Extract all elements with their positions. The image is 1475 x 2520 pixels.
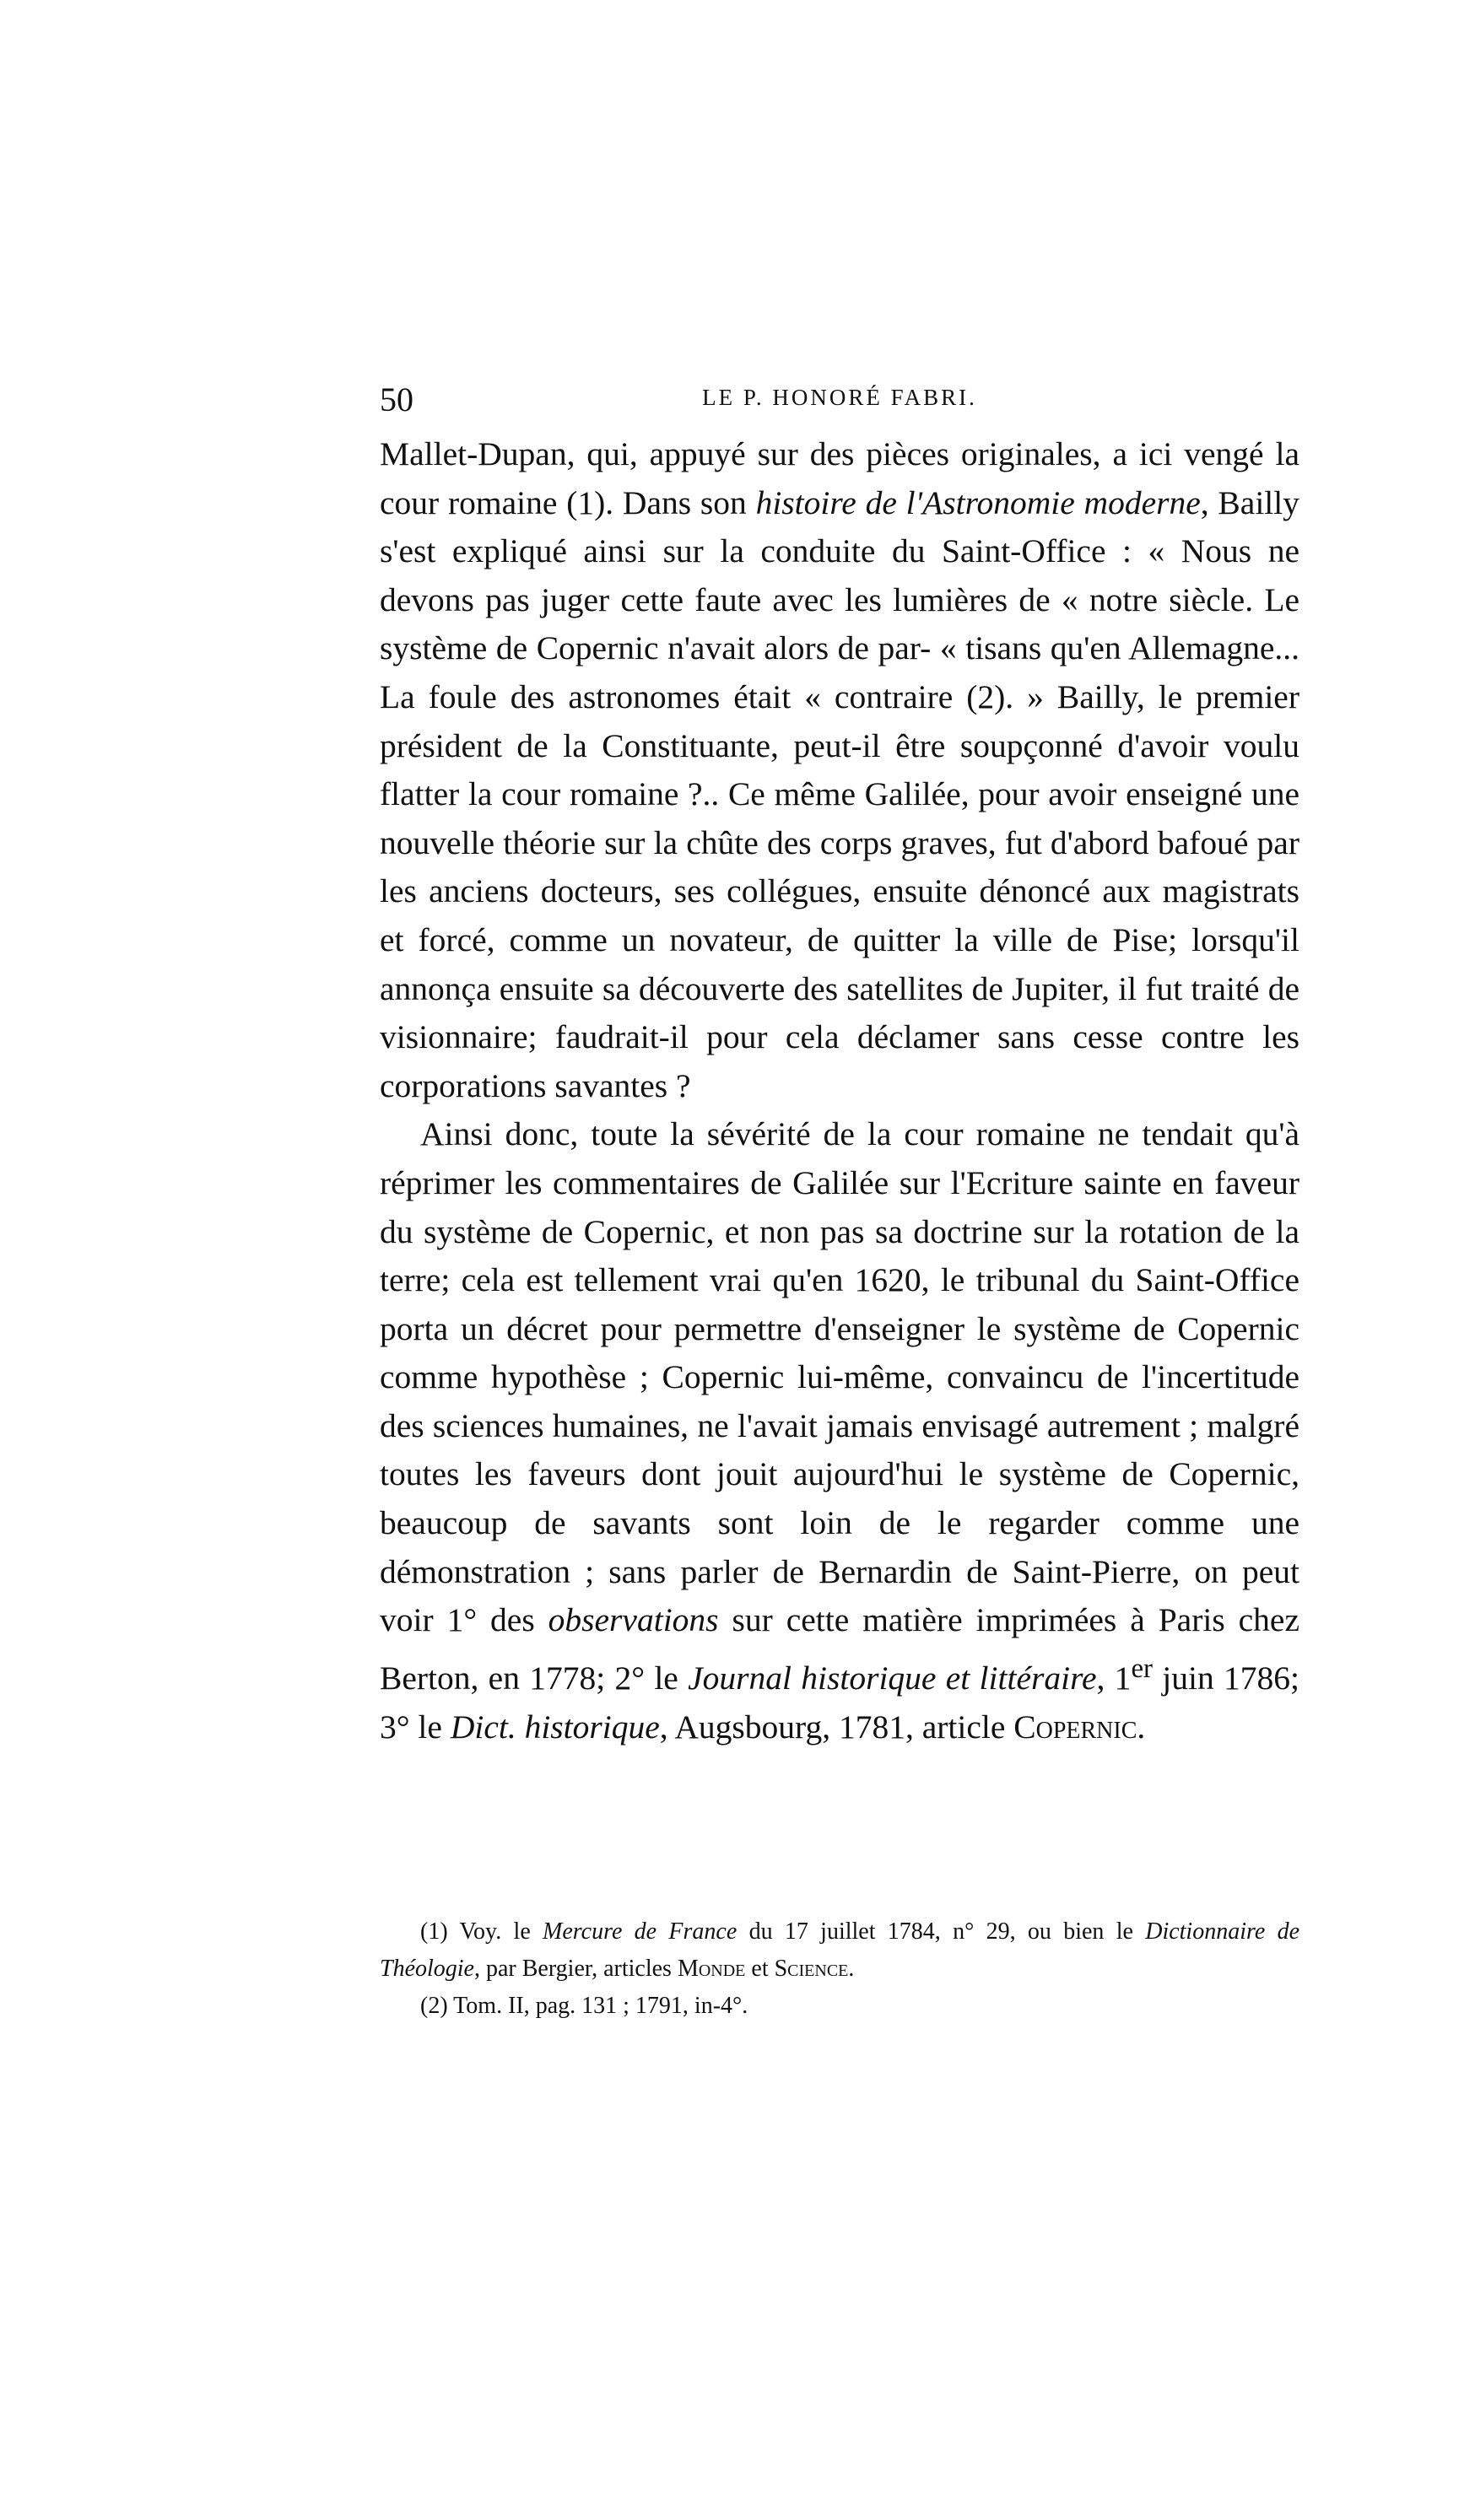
paragraph-2-text-a: Ainsi donc, toute la sévérité de la cour romaine ne tendait qu'à réprimer les commentaires de Galilée sur l'Ecriture sainte en faveur du système de Copernic, et non pas sa doctrine sur la rotation de la terre; cela est tellement vrai qu'en 1620, le tribunal du Saint-Office porta un décret pour permettre d'enseigner le système de Copernic comme hypothèse ; Copernic lui-même, convaincu de l'incertitude des sciences humaines, ne l'avait jamais envisagé autrement ; malgré toutes les faveurs dont jouit aujourd'hui le système de Copernic, beaucoup de savants sont loin de le regarder comme une démonstration ; sans parler de Bernardin de Saint-Pierre, on peut voir 1° des bbox=[380, 1115, 1299, 1639]
paragraph-2-text-e: , Augsbourg, 1781, article bbox=[659, 1708, 1014, 1746]
monde-article: Monde bbox=[677, 1956, 746, 1982]
footnote-2 bbox=[380, 1988, 1299, 2025]
footnote-1-text-d: et bbox=[745, 1956, 775, 1982]
paragraph-2-text-b: sur cette matière imprimées à Paris chez Berton, en 1778; 2° le bbox=[380, 1601, 1300, 1697]
paragraph-1-text-a: Mallet-Dupan, qui, appuyé sur des pièces originales, a ici vengé la cour romaine (1). Dans son bbox=[380, 435, 1299, 521]
page-header bbox=[380, 380, 1299, 422]
footnote-2-text: (2) Tom. II, pag. 131 ; 1791, in-4°. bbox=[420, 1993, 748, 2019]
astronomie-title: histoire de l'Astronomie moderne bbox=[755, 483, 1201, 521]
footnote-1-text-a: (1) Voy. le bbox=[420, 1918, 543, 1945]
footnote-1-text-c: , par Bergier, articles bbox=[474, 1956, 678, 1982]
copernic-article: Copernic. bbox=[1013, 1708, 1146, 1746]
running-title: LE P. HONORÉ FABRI. bbox=[702, 385, 977, 410]
observations-title: observations bbox=[548, 1601, 719, 1639]
mercure-title: Mercure de France bbox=[543, 1918, 738, 1945]
paragraph-2-text-d: juin 1786; 3° le bbox=[380, 1659, 1300, 1746]
footnotes bbox=[380, 1913, 1299, 2025]
ordinal-superscript: er bbox=[1131, 1653, 1154, 1684]
science-article: Science. bbox=[774, 1956, 855, 1982]
theologie-title: Dictionnaire de Théologie bbox=[380, 1918, 1299, 1982]
footnote-1-text-b: du 17 juillet 1784, n° 29, ou bien le bbox=[737, 1918, 1146, 1945]
body-text bbox=[380, 430, 1299, 1751]
paragraph-2 bbox=[380, 1110, 1299, 1751]
footnote-1 bbox=[380, 1913, 1299, 1988]
page-number: 50 bbox=[380, 380, 413, 418]
paragraph-2-text-c: , 1 bbox=[1096, 1659, 1132, 1697]
paragraph-1 bbox=[380, 430, 1299, 1110]
dictionary-title: Dict. historique bbox=[450, 1708, 660, 1746]
paragraph-1-text-b: , Bailly s'est expliqué ainsi sur la conduite du Saint-Office : « Nous ne devons pas juger cette faute avec les lumières de « notre siècle. Le système de Copernic n'avait alors de par- « tisans qu'en Allemagne... La foule des astronomes était « contraire (2). » Bailly, le premier président de la Constituante, peut-il être soupçonné d'avoir voulu flatter la cour romaine ?.. Ce même Galilée, pour avoir enseigné une nouvelle théorie sur la chûte des corps graves, fut d'abord bafoué par les anciens docteurs, ses collégues, ensuite dénoncé aux magistrats et forcé, comme un novateur, de quitter la ville de Pise; lorsqu'il annonça ensuite sa découverte des satellites de Jupiter, il fut traité de visionnaire; faudrait-il pour cela déclamer sans cesse contre les corporations savantes ? bbox=[380, 483, 1299, 1104]
journal-title: Journal historique et littéraire bbox=[688, 1659, 1097, 1697]
